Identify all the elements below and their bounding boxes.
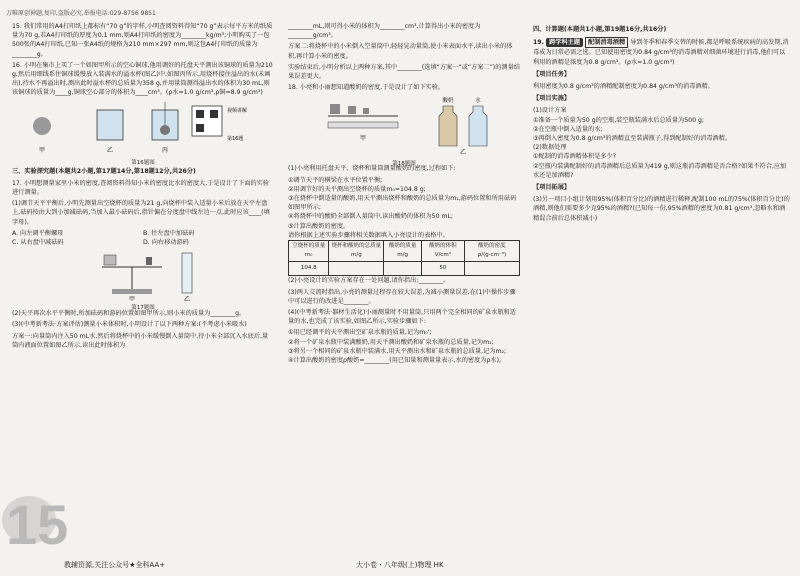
- table-cell-blank[interactable]: [464, 262, 519, 276]
- part4-step-1: ①用已经调平的天平测出空矿泉水瓶的质量,记为m₀';: [288, 329, 432, 337]
- weight-50g: [348, 106, 356, 114]
- section-4-title: 四、计算题(本题共1小题,第19题16分,共16分): [533, 26, 667, 33]
- footer-middle: 大小卷・八年级(上)物理 HK: [356, 561, 444, 569]
- question-19-number: 19.: [533, 39, 547, 47]
- data-question-2: ②空瓶内装满配制好的消毒酒精后总质量为419 g,则这瓶消毒酒精是否合格?如果不符合,应加水还是加酒精?: [533, 162, 787, 179]
- question-19: [533, 37, 791, 67]
- figure-17: [12, 247, 274, 312]
- weights: [146, 257, 152, 265]
- design-heading: (1)设计方案: [533, 107, 567, 115]
- fig18-label-a: 甲: [359, 135, 367, 143]
- question-17-plan2: 方案二:将烧杯中的小米倒入空量筒中,轻轻晃动量筒,使小米表面水平,读出小米的体积,再计算小米的密度。: [288, 43, 513, 60]
- question-17-options: [12, 229, 274, 247]
- design-step-3: ③再倒入密度为0.8 g/cm³的酒精直至装满瓶子,得到配制好的消毒酒精。: [533, 135, 732, 143]
- yogurt-bottle: [439, 106, 457, 146]
- fig17-label-b: 乙: [183, 296, 191, 302]
- question-19-text: 导到冬季和春季交替的时候,都是呼吸系统疾病的高发期,消毒成为日常必需之选。已知使用密度为0.84 g/cm³的消毒酒精对细菌环境进行消毒,他们可以利用的酒精是浓度为0.8 g/cm³。(ρ水=1.0 g/cm³): [533, 39, 789, 66]
- table-header-cell: 空烧杯的质量m₀: [289, 241, 329, 262]
- figure-16: [12, 100, 274, 164]
- table-cell-blank[interactable]: [329, 262, 384, 276]
- weight-100g: [330, 104, 340, 114]
- question-18-part2: (2)小亮设计的实验方案存在一处问题,请你指出:________。: [288, 277, 450, 285]
- figure-18-drawing: [288, 94, 520, 156]
- table-header-cell: 酸奶的密度ρ/(g·cm⁻³): [464, 241, 519, 262]
- overflow-cup: [97, 110, 123, 140]
- part4-step-4: ④计算出酸奶的密度ρ酸奶=________(用已知量和测量量表示,水的密度为ρ水)。: [288, 357, 506, 365]
- table-intro: 请你根据上述实验步骤将相关数据填入小亮设计的表格中。: [288, 231, 449, 239]
- question-15: 15. 我们常用的A4打印纸上都标有“70 g”的字样,小明查阅资料得知“70 g”表示每平方米的纸质量为70 g,若A4打印纸的厚度为0.1 mm,则A4打印纸的密度为________kg/m³;小明购买了一包500张的A4打印纸,已知一张A4纸的规格为210 mm×297 mm,则这包A4打印纸的质量为________g。: [12, 23, 273, 58]
- option-b[interactable]: B. 往左盘中加砝码: [143, 229, 195, 237]
- table-cell: 104.8: [289, 262, 329, 276]
- step-4: ④将烧杯中的酸奶全部倒入量筒中,读出酸奶的体积为50 mL;: [288, 213, 454, 221]
- question-18: 18. 小亮和小丽想知道酸奶的密度,于是设计了如下实验。: [288, 84, 445, 92]
- design-step-1: ①准备一个质量为50 g的空瓶,装空瓶装满水后总质量为500 g;: [533, 116, 705, 124]
- fig17-label-a: 甲: [128, 296, 136, 302]
- data-question-1: ①配制的消毒酒精体积是多少?: [533, 153, 617, 161]
- step-5: ⑤计算出酸奶的密度。: [288, 222, 350, 230]
- step-1: ①调节天平的横梁在水平位置平衡;: [288, 176, 383, 184]
- question-17-part2: (2)天平再次水平平衡时,所加砝码和游码位置如图甲所示,则小米的质量为________g。: [12, 310, 246, 318]
- table-header-row: [289, 241, 520, 262]
- data-heading: (2)数据处理: [533, 144, 567, 152]
- extension-question: (3)另一项目小组计划用95%(体积百分比)的酒精进行稀释,配制100 mL的75%(体积百分比)的酒精,则他们需要多少克95%的酒精?(已知每一份,95%酒精的密度为0.81 g/cm³,忽略水和酒精混合前后总体积减小): [533, 196, 790, 222]
- step-2: ②用调节好的天平测出空烧杯的质量m₀=104.8 g;: [288, 185, 426, 193]
- figure-18-caption: 第18题图: [392, 160, 416, 167]
- page-number-badge: 15: [6, 493, 69, 556]
- figure-17-drawing: [12, 247, 274, 301]
- topic-subtag: 配制消毒酒精: [585, 37, 628, 48]
- question-17-part3: (3)(中考新考法·方案评估)测量小米体积时,小明设计了以下两种方案:(不考虑小米吸水): [12, 321, 247, 329]
- figure-18: [288, 94, 520, 167]
- table-header-cell: 烧杯和酸奶的总质量m/g: [329, 241, 384, 262]
- question-16: 16. 小明在集市上买了一个如图甲所示的空心铜球,他用调好的托盘天平测出该铜球的质量为210 g,然后用细线系住铜球缓慢放入装满水的溢水杯(图乙)中,如图丙所示,用烧杯接住溢出的水(未画出),待水不再溢出时,测出此时溢水杯的总质量为358 g,并用量筒测得溢出水的体积为30 mL,则该铜球的质量为____g,铜球空心部分的体积为____cm³。(ρ水=1.0 g/cm³,ρ铜=8.9 g/cm³): [12, 61, 273, 97]
- qr-caption: 第16题: [227, 135, 244, 142]
- section-3-title: 三、实验探究题(本题共2小题,第17题14分,第18题12分,共26分): [12, 167, 196, 175]
- option-a[interactable]: A. 向左调平衡螺母: [12, 229, 64, 237]
- table-header-cell: 酸奶的质量m/g: [384, 241, 421, 262]
- figure-17-caption: 第17题图: [131, 305, 155, 312]
- question-17-continued: ________mL,则可得小米的体积为________cm³,计算得出小米的密度为________g/cm³。: [288, 23, 481, 40]
- table-cell-blank[interactable]: [384, 262, 421, 276]
- beaker-on-pan: [104, 255, 116, 265]
- table-cell: 50: [421, 262, 464, 276]
- option-d[interactable]: D. 向右移动游码: [143, 239, 189, 247]
- question-17-evaluation: 实验结束后,小明分析以上两种方案,其中________(选填“方案一”或“方案二”)的测量结果误差更大。: [288, 63, 520, 81]
- project-task-text: 利用密度为0.8 g/cm³的酒精配制密度为0.84 g/cm³的消毒酒精。: [533, 83, 714, 91]
- header-notice: 万唯原创神题,复印,盗版必究,举报电话:029-8756 9851: [6, 10, 156, 17]
- fig16-label-a: 甲: [38, 146, 46, 154]
- project-task-heading: 【项目任务】: [533, 70, 571, 78]
- question-18-part3: (3)两人交流时指出,小亮的测量过程存在较大误差,为减小测量误差,在(1)中操作步骤中可以进行的改进是________。: [288, 288, 516, 305]
- middle-column: [288, 22, 520, 365]
- left-column: [12, 22, 274, 352]
- table-header-cell: 酸奶的体积V/cm³: [421, 241, 464, 262]
- qr-corner: [196, 110, 204, 118]
- fig16-label-b: 乙: [106, 146, 114, 154]
- water-bottle: [469, 106, 487, 146]
- data-table: [288, 240, 520, 276]
- question-18-part1: (1)小亮利用托盘天平、烧杯和量筒测量酸奶的密度,过程如下:: [288, 165, 456, 173]
- fig18-label-b: 乙: [459, 149, 467, 157]
- table-row: [289, 262, 520, 276]
- figure-16-drawing: [12, 100, 274, 156]
- qr-corner: [210, 110, 218, 118]
- graduated-cylinder: [182, 253, 192, 293]
- part4-step-2: ②将一个矿泉水瓶中装满酸奶,用天平测出酸奶和矿泉水瓶的总质量,记为m₁;: [288, 338, 494, 346]
- scale-ruler: [328, 122, 398, 128]
- fig16-label-c: 丙: [161, 146, 169, 154]
- copper-ball: [33, 117, 51, 135]
- part4-step-3: ③将另一个相同的矿泉水瓶中装满水,用天平测出水和矿泉水瓶的总质量,记为m₂;: [288, 347, 507, 355]
- question-17-plan1: 方案一:向量筒内注入50 mL水,然后将烧杯中的小米缓慢倒入量筒中,待小米全部沉入水底后,量筒内液面位置如图乙所示,读出此时体积为: [12, 332, 269, 349]
- submerged-ball: [160, 125, 170, 135]
- fig18-label-yogurt: 酸奶: [442, 98, 454, 105]
- balance-base: [112, 289, 152, 294]
- project-impl-heading: 【项目实施】: [533, 95, 571, 103]
- figure-16-caption: 第16题图: [131, 159, 155, 166]
- design-step-2: ②在空瓶中倒入适量的水;: [533, 125, 603, 133]
- footer-left: 教辅资源,关注公众号★全科AA+: [64, 561, 166, 569]
- option-c[interactable]: C. 从右盘中减砝码: [12, 239, 64, 247]
- right-column: [533, 22, 791, 223]
- qr-corner: [196, 124, 204, 132]
- topic-tag: 跨学科主题: [546, 38, 583, 47]
- weight-10g: [363, 108, 369, 114]
- question-17-part1: (1)调节天平平衡后,小明先测量出空烧杯的质量为21 g,向烧杯中装入适量小米后放在天平左盘上,砝码按由大到小加减砝码,当加入最小砝码后,指针偏在分度盘中线左边一点,此时应该____(填字母)。: [12, 200, 270, 226]
- fig18-label-water: 水: [475, 98, 481, 105]
- question-18-part4: (4)(中考新考法·器材生活化)小丽测量时不用量筒,只用两个完全相同的矿泉水瓶和适量的水,也完成了该实验,如图乙所示,实验步骤如下:: [288, 309, 516, 326]
- question-17: 17. 小明想测量家里小米的密度,查阅资料得知小米的密度比水的密度大,于是设计了下面的实验进行测量。: [12, 179, 270, 197]
- project-ext-heading: 【项目拓展】: [533, 184, 571, 192]
- qr-label: 视频讲解: [227, 107, 248, 114]
- step-3: ③在烧杯中倒适量的酸奶,用天平测出烧杯和酸奶的总质量为m₁,游码位置和所用砝码如图甲所示;: [288, 195, 517, 212]
